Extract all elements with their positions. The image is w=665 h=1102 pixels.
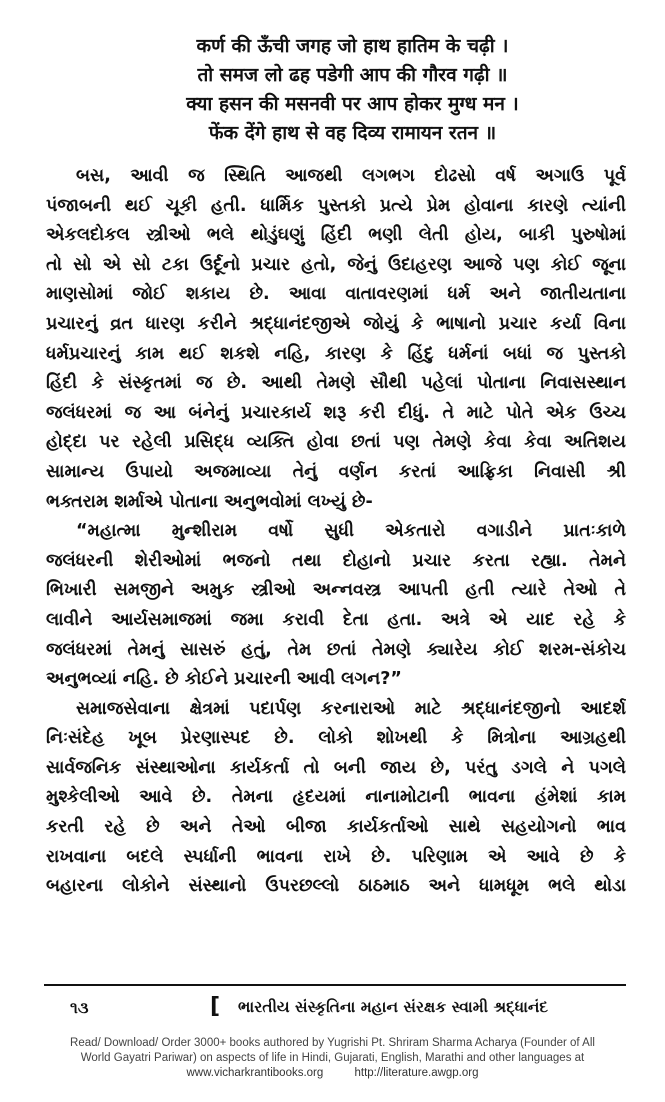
text-line: સાર્વજનિક સંસ્થાઓના કાર્યકર્તા તો બની જાય છે, પરંતુ ડગલે ને પગલે <box>46 757 626 778</box>
text-line: બસ, આવી જ સ્થિતિ આજથી લગભગ દોઢસો વર્ષ અગાઉ પૂર્વ <box>76 166 626 186</box>
credits-urls <box>0 1066 665 1081</box>
verse-line: क्या हसन की मसनवी पर आप होकर मुग्ध मन । <box>186 93 519 115</box>
paragraph-3 <box>46 695 626 902</box>
text-line: રાખવાના બદલે સ્પર્ધાની ભાવના રાખે છે. પરિણામ એ આવે છે કે <box>46 846 626 867</box>
running-title: ભારતીય સંસ્કૃતિના મહાન સંરક્ષક સ્વામી શ્રદ્ધાનંદ <box>238 998 549 1016</box>
text-line: ભક્તરામ શર્માએ પોતાના અનુભવોમાં લખ્યું છે- <box>46 491 373 512</box>
text-line: માણસોમાં જોઈ શકાય છે. આવા વાતાવરણમાં ધર્મ અને જાતીયતાના <box>46 284 626 305</box>
verse-line: तो समज लो ढह पडेगी आप की गौरव गढ़ी ॥ <box>197 64 508 86</box>
text-line: તો સો એ સો ટકા ઉર્દૂનો પ્રચાર હતો, જેનું ઉદાહરણ આજે પણ કોઈ જૂના <box>46 254 626 275</box>
text-line: અનુભવ્યાં નહિ. છે કોઈને પ્રચારની આવી લગન?” <box>46 669 402 690</box>
paragraph-2-quote <box>46 517 626 695</box>
text-line: લાવીને આર્યસમાજમાં જમા કરાવી દેતા હતા. અત્રે એ યાદ રહે કે <box>46 609 626 630</box>
text-line: જલંધરમાં તેમનું સાસરું હતું, તેમ છતાં તેમણે ક્યારેય કોઈ શરમ-સંકોચ <box>46 639 626 660</box>
text-line: જલંધરની શેરીઓમાં ભજનો તથા દોહાનો પ્રચાર કરતા રહ્યા. તેમને <box>46 550 626 571</box>
vicharkranti-link[interactable]: www.vicharkrantibooks.org <box>186 1067 324 1079</box>
text-line: સામાન્ય ઉપાયો અજમાવ્યા તેનું વર્ણન કરતાં આફ્રિકા નિવાસી શ્રી <box>46 461 626 482</box>
text-line: મુશ્કેલીઓ આવે છે. તેમના હૃદયમાં નાનામોટાની ભાવના હંમેશાં કામ <box>46 787 626 808</box>
text-line: પ્રચારનું વ્રત ધારણ કરીને શ્રદ્ધાનંદજીએ જોયું કે ભાષાનો પ્રચાર કર્યા વિના <box>46 313 626 334</box>
page-number: ૧૩ <box>70 998 89 1017</box>
text-line: “મહાત્મા મુન્શીરામ વર્ષો સુધી એકતારો વગાડીને પ્રાતઃકાળે <box>76 521 626 542</box>
text-line: હિંદી કે સંસ્કૃતમાં જ છે. આથી તેમણે સૌથી પહેલાં પોતાના નિવાસસ્થાન <box>46 373 626 394</box>
footer-bracket: [ <box>210 994 221 1019</box>
text-line: કરતી રહે છે અને તેઓ બીજા કાર્યકર્તાઓ સાથે સહયોગનો ભાવ <box>46 817 626 838</box>
text-line: એકલદોકલ સ્ત્રીઓ ભલે થોડુંઘણું હિંદી ભણી લેતી હોય, બાકી પુરુષોમાં <box>46 225 626 246</box>
text-line: નિઃસંદેહ ખૂબ પ્રેરણાસ્પદ છે. લોકો શોખથી કે મિત્રોના આગ્રહથી <box>46 728 626 749</box>
credits-notice <box>0 1036 665 1081</box>
page-footer <box>0 994 665 1028</box>
text-line: પંજાબની થઈ ચૂકી હતી. ધાર્મિક પુસ્તકો પ્રત્યે પ્રેમ હોવાના કારણે ત્યાંની <box>46 195 626 216</box>
verse-line: फेंक देंगे हाथ से वह दिव्य रामायन रतन ॥ <box>208 122 497 144</box>
verse-line: कर्ण की ऊँची जगह जो हाथ हातिम के चढ़ी । <box>196 35 509 57</box>
text-line: જલંધરમાં જ આ બંનેનું પ્રચારકાર્ય શરૂ કરી દીધું. તે માટે પોતે એક ઉચ્ચ <box>46 402 626 423</box>
paragraph-1 <box>46 162 626 517</box>
text-line: ભિખારી સમજીને અમુક સ્ત્રીઓ અન્નવસ્ત્ર આપતી હતી ત્યારે તેઓ તે <box>46 580 626 601</box>
text-line: બહારના લોકોને સંસ્થાનો ઉપરછલ્લો ઠાઠમાઠ અને ધામધૂમ ભલે થોડા <box>46 876 626 897</box>
awgp-link[interactable]: http://literature.awgp.org <box>354 1067 479 1079</box>
body-text <box>46 162 626 902</box>
text-line: ધર્મપ્રચારનું કામ થઈ શકશે નહિ, કારણ કે હિંદુ ધર્મનાં બધાં જ પુસ્તકો <box>46 343 626 364</box>
text-line: હોદ્દા પર રહેલી પ્રસિદ્ધ વ્યક્તિ હોવા છતાં પણ તેમણે કેવા કેવા અતિશય <box>46 432 626 453</box>
credits-line-2: World Gayatri Pariwar) on aspects of life in Hindi, Gujarati, English, Marathi and other languages at <box>80 1052 585 1064</box>
text-line: સમાજસેવાના ક્ષેત્રમાં પદાર્પણ કરનારાઓ માટે શ્રદ્ધાનંદજીનો આદર્શ <box>76 698 626 719</box>
footer-divider <box>44 984 626 986</box>
credits-line-1: Read/ Download/ Order 3000+ books authored by Yugrishi Pt. Shriram Sharma Acharya (Founder of All <box>70 1037 595 1049</box>
verse-block <box>0 32 665 148</box>
